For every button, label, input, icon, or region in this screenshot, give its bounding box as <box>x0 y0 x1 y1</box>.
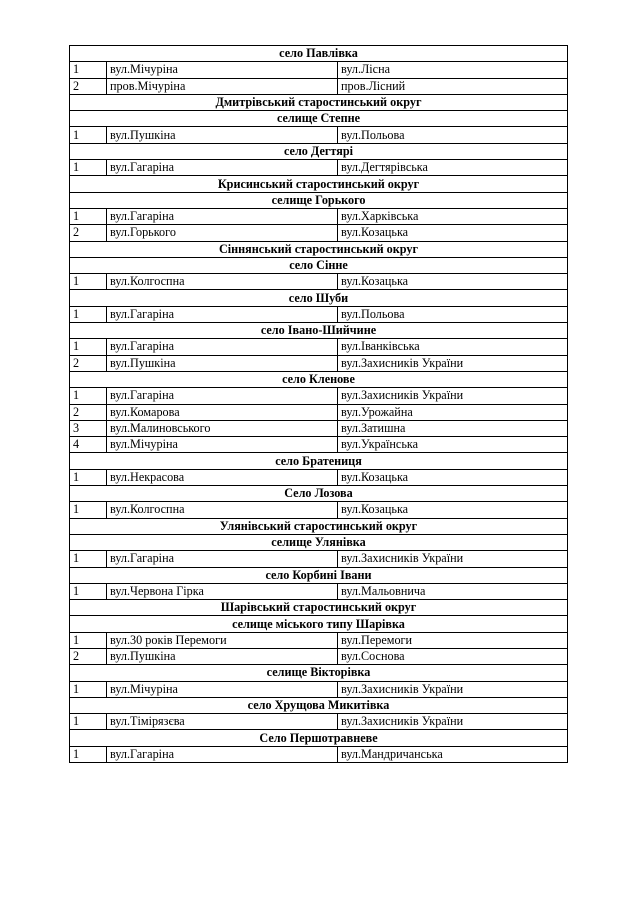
section-header: Сіннянський старостинський округ <box>70 241 568 257</box>
section-header: село Хрущова Микитівка <box>70 697 568 713</box>
table-row <box>70 78 568 94</box>
section-header-row <box>70 600 568 616</box>
section-header-row <box>70 111 568 127</box>
old-street-name: вул.Мічуріна <box>107 62 338 78</box>
section-header: Село Лозова <box>70 486 568 502</box>
section-header-row <box>70 453 568 469</box>
section-header-row <box>70 192 568 208</box>
section-header: село Сінне <box>70 257 568 273</box>
new-street-name: вул.Українська <box>338 437 568 453</box>
section-header: Улянівський старостинський округ <box>70 518 568 534</box>
section-header: село Івано-Шийчине <box>70 323 568 339</box>
table-row <box>70 632 568 648</box>
old-street-name: вул.Малиновського <box>107 420 338 436</box>
new-street-name: вул.Козацька <box>338 469 568 485</box>
table-row <box>70 681 568 697</box>
section-header-row <box>70 290 568 306</box>
row-number: 1 <box>70 62 107 78</box>
table-row <box>70 714 568 730</box>
row-number: 1 <box>70 274 107 290</box>
table-row <box>70 306 568 322</box>
section-header-row <box>70 94 568 110</box>
old-street-name: вул.Колгоспна <box>107 502 338 518</box>
section-header: Дмитрівський старостинський округ <box>70 94 568 110</box>
new-street-name: вул.Козацька <box>338 502 568 518</box>
old-street-name: вул.Некрасова <box>107 469 338 485</box>
old-street-name: вул.Тімірязєва <box>107 714 338 730</box>
section-header: село Корбині Івани <box>70 567 568 583</box>
new-street-name: вул.Мандричанська <box>338 746 568 762</box>
new-street-name: вул.Козацька <box>338 274 568 290</box>
row-number: 1 <box>70 746 107 762</box>
row-number: 4 <box>70 437 107 453</box>
section-header: село Павлівка <box>70 46 568 62</box>
section-header: село Дегтярі <box>70 143 568 159</box>
new-street-name: вул.Іванківська <box>338 339 568 355</box>
section-header: село Кленове <box>70 371 568 387</box>
section-header: село Шуби <box>70 290 568 306</box>
table-row <box>70 420 568 436</box>
section-header-row <box>70 534 568 550</box>
row-number: 1 <box>70 469 107 485</box>
section-header-row <box>70 46 568 62</box>
section-header-row <box>70 486 568 502</box>
section-header: селище Улянівка <box>70 534 568 550</box>
section-header-row <box>70 567 568 583</box>
old-street-name: вул.Мічуріна <box>107 681 338 697</box>
old-street-name: вул.Горького <box>107 225 338 241</box>
table-row <box>70 583 568 599</box>
old-street-name: вул.Гагаріна <box>107 388 338 404</box>
street-rename-table <box>69 45 568 763</box>
table-row <box>70 160 568 176</box>
row-number: 3 <box>70 420 107 436</box>
new-street-name: вул.Перемоги <box>338 632 568 648</box>
table-row <box>70 274 568 290</box>
section-header-row <box>70 665 568 681</box>
table-row <box>70 648 568 664</box>
section-header-row <box>70 616 568 632</box>
new-street-name: вул.Мальовнича <box>338 583 568 599</box>
section-header-row <box>70 257 568 273</box>
new-street-name: пров.Лісний <box>338 78 568 94</box>
section-header-row <box>70 323 568 339</box>
old-street-name: вул.Гагаріна <box>107 551 338 567</box>
new-street-name: вул.Польова <box>338 127 568 143</box>
old-street-name: вул.Червона Гірка <box>107 583 338 599</box>
old-street-name: вул.Мічуріна <box>107 437 338 453</box>
old-street-name: вул.Гагаріна <box>107 306 338 322</box>
section-header: Село Першотравневе <box>70 730 568 746</box>
new-street-name: вул.Козацька <box>338 225 568 241</box>
new-street-name: вул.Захисників України <box>338 551 568 567</box>
table-row <box>70 469 568 485</box>
row-number: 2 <box>70 225 107 241</box>
old-street-name: вул.Комарова <box>107 404 338 420</box>
row-number: 1 <box>70 632 107 648</box>
table-row <box>70 127 568 143</box>
row-number: 1 <box>70 160 107 176</box>
row-number: 2 <box>70 355 107 371</box>
row-number: 1 <box>70 208 107 224</box>
old-street-name: вул.Пушкіна <box>107 648 338 664</box>
new-street-name: вул.Захисників України <box>338 714 568 730</box>
old-street-name: вул.Пушкіна <box>107 355 338 371</box>
section-header-row <box>70 241 568 257</box>
new-street-name: вул.Харківська <box>338 208 568 224</box>
table-row <box>70 502 568 518</box>
section-header-row <box>70 176 568 192</box>
table-row <box>70 404 568 420</box>
section-header: селище Степне <box>70 111 568 127</box>
row-number: 2 <box>70 78 107 94</box>
old-street-name: вул.Гагаріна <box>107 160 338 176</box>
row-number: 1 <box>70 127 107 143</box>
section-header-row <box>70 143 568 159</box>
row-number: 1 <box>70 502 107 518</box>
new-street-name: вул.Польова <box>338 306 568 322</box>
table-row <box>70 208 568 224</box>
old-street-name: вул.Колгоспна <box>107 274 338 290</box>
section-header: село Братениця <box>70 453 568 469</box>
section-header-row <box>70 518 568 534</box>
new-street-name: вул.Соснова <box>338 648 568 664</box>
row-number: 1 <box>70 339 107 355</box>
new-street-name: вул.Затишна <box>338 420 568 436</box>
new-street-name: вул.Захисників України <box>338 388 568 404</box>
new-street-name: вул.Захисників України <box>338 355 568 371</box>
old-street-name: вул.Гагаріна <box>107 208 338 224</box>
new-street-name: вул.Лісна <box>338 62 568 78</box>
new-street-name: вул.Урожайна <box>338 404 568 420</box>
table-row <box>70 62 568 78</box>
section-header-row <box>70 730 568 746</box>
row-number: 1 <box>70 681 107 697</box>
row-number: 1 <box>70 551 107 567</box>
new-street-name: вул.Дегтярівська <box>338 160 568 176</box>
old-street-name: вул.Гагаріна <box>107 339 338 355</box>
section-header: Крисинський старостинський округ <box>70 176 568 192</box>
old-street-name: вул.Пушкіна <box>107 127 338 143</box>
old-street-name: вул.Гагаріна <box>107 746 338 762</box>
row-number: 2 <box>70 648 107 664</box>
section-header: селище міського типу Шарівка <box>70 616 568 632</box>
section-header-row <box>70 697 568 713</box>
new-street-name: вул.Захисників України <box>338 681 568 697</box>
row-number: 1 <box>70 714 107 730</box>
section-header: селище Вікторівка <box>70 665 568 681</box>
table-row <box>70 388 568 404</box>
section-header: Шарівський старостинський округ <box>70 600 568 616</box>
table-row <box>70 746 568 762</box>
table-row <box>70 437 568 453</box>
row-number: 1 <box>70 583 107 599</box>
row-number: 1 <box>70 388 107 404</box>
table-row <box>70 355 568 371</box>
section-header: селище Горького <box>70 192 568 208</box>
row-number: 1 <box>70 306 107 322</box>
old-street-name: вул.30 років Перемоги <box>107 632 338 648</box>
section-header-row <box>70 371 568 387</box>
row-number: 2 <box>70 404 107 420</box>
table-body <box>70 46 568 763</box>
table-row <box>70 551 568 567</box>
table-row <box>70 225 568 241</box>
old-street-name: пров.Мічуріна <box>107 78 338 94</box>
table-row <box>70 339 568 355</box>
